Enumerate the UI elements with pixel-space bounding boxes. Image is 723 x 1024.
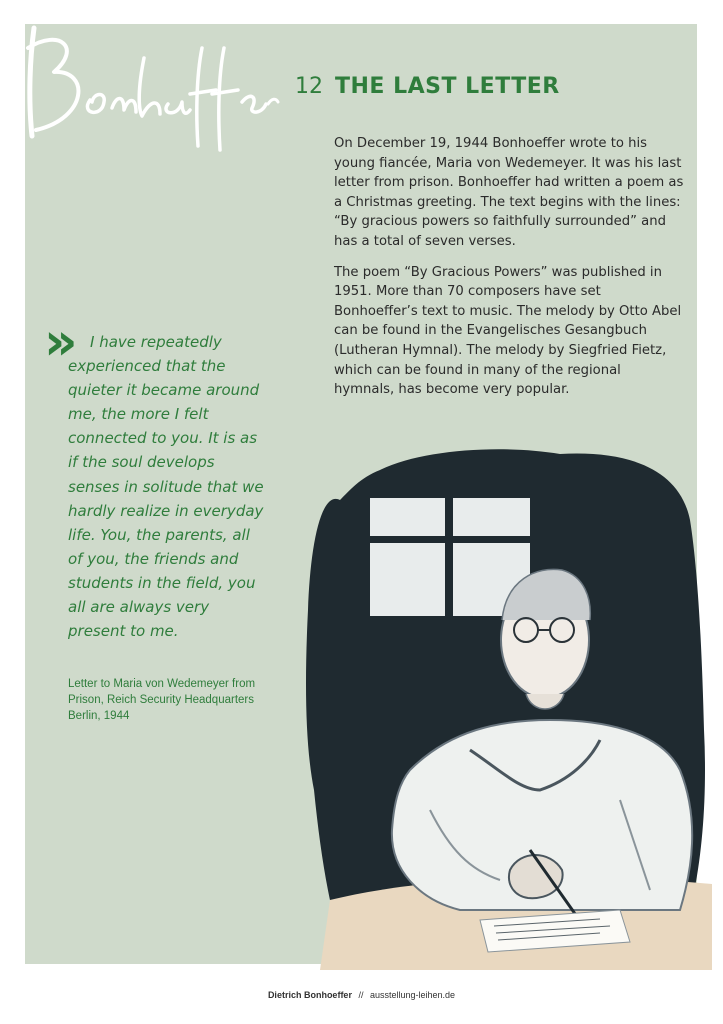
footer-website: ausstellung-leihen.de — [370, 990, 456, 1000]
page-title: THE LAST LETTER — [335, 74, 560, 99]
quote-mark-icon: » — [44, 312, 78, 372]
page-heading — [295, 74, 560, 108]
body-text — [334, 134, 684, 411]
signature-icon — [20, 18, 280, 158]
footer — [0, 990, 723, 1000]
section-number: 12 — [295, 74, 323, 99]
quote-block — [68, 330, 266, 643]
body-paragraph-2: The poem “By Gracious Powers” was published in 1951. More than 70 composers have set Bonhoeffer’s text to music. The melody by Otto Abel can be found in the Evangelisches Gesangbuch (Lutheran Hymnal). The melody by Siegfried Fietz, which can be found in many of the regional hymnals, has become very popular. — [334, 264, 682, 398]
footer-name: Dietrich Bonhoeffer — [267, 990, 352, 1000]
quote-source: Letter to Maria von Wedemeyer from Prison, Reich Security Headquarters Berlin, 1944 — [68, 678, 256, 722]
body-paragraph-1: On December 19, 1944 Bonhoeffer wrote to his young fiancée, Maria von Wedemeyer. It was his last letter from prison. Bonhoeffer had written a poem as a Christmas greeting. The text begins with the lines: “By gracious powers so faithfully surrounded” and has a total of seven verses. — [334, 136, 684, 249]
footer-separator: // — [358, 990, 364, 1000]
bonhoeffer-writing-illustration — [300, 430, 712, 970]
quote-text: I have repeatedly experienced that the quieter it became around me, the more I felt connected to you. It is as if the soul develops senses in solitude that we hardly realize in everyday life. You, the parents, all of you, the friends and students in the field, you all are always very present to me. — [68, 333, 264, 641]
